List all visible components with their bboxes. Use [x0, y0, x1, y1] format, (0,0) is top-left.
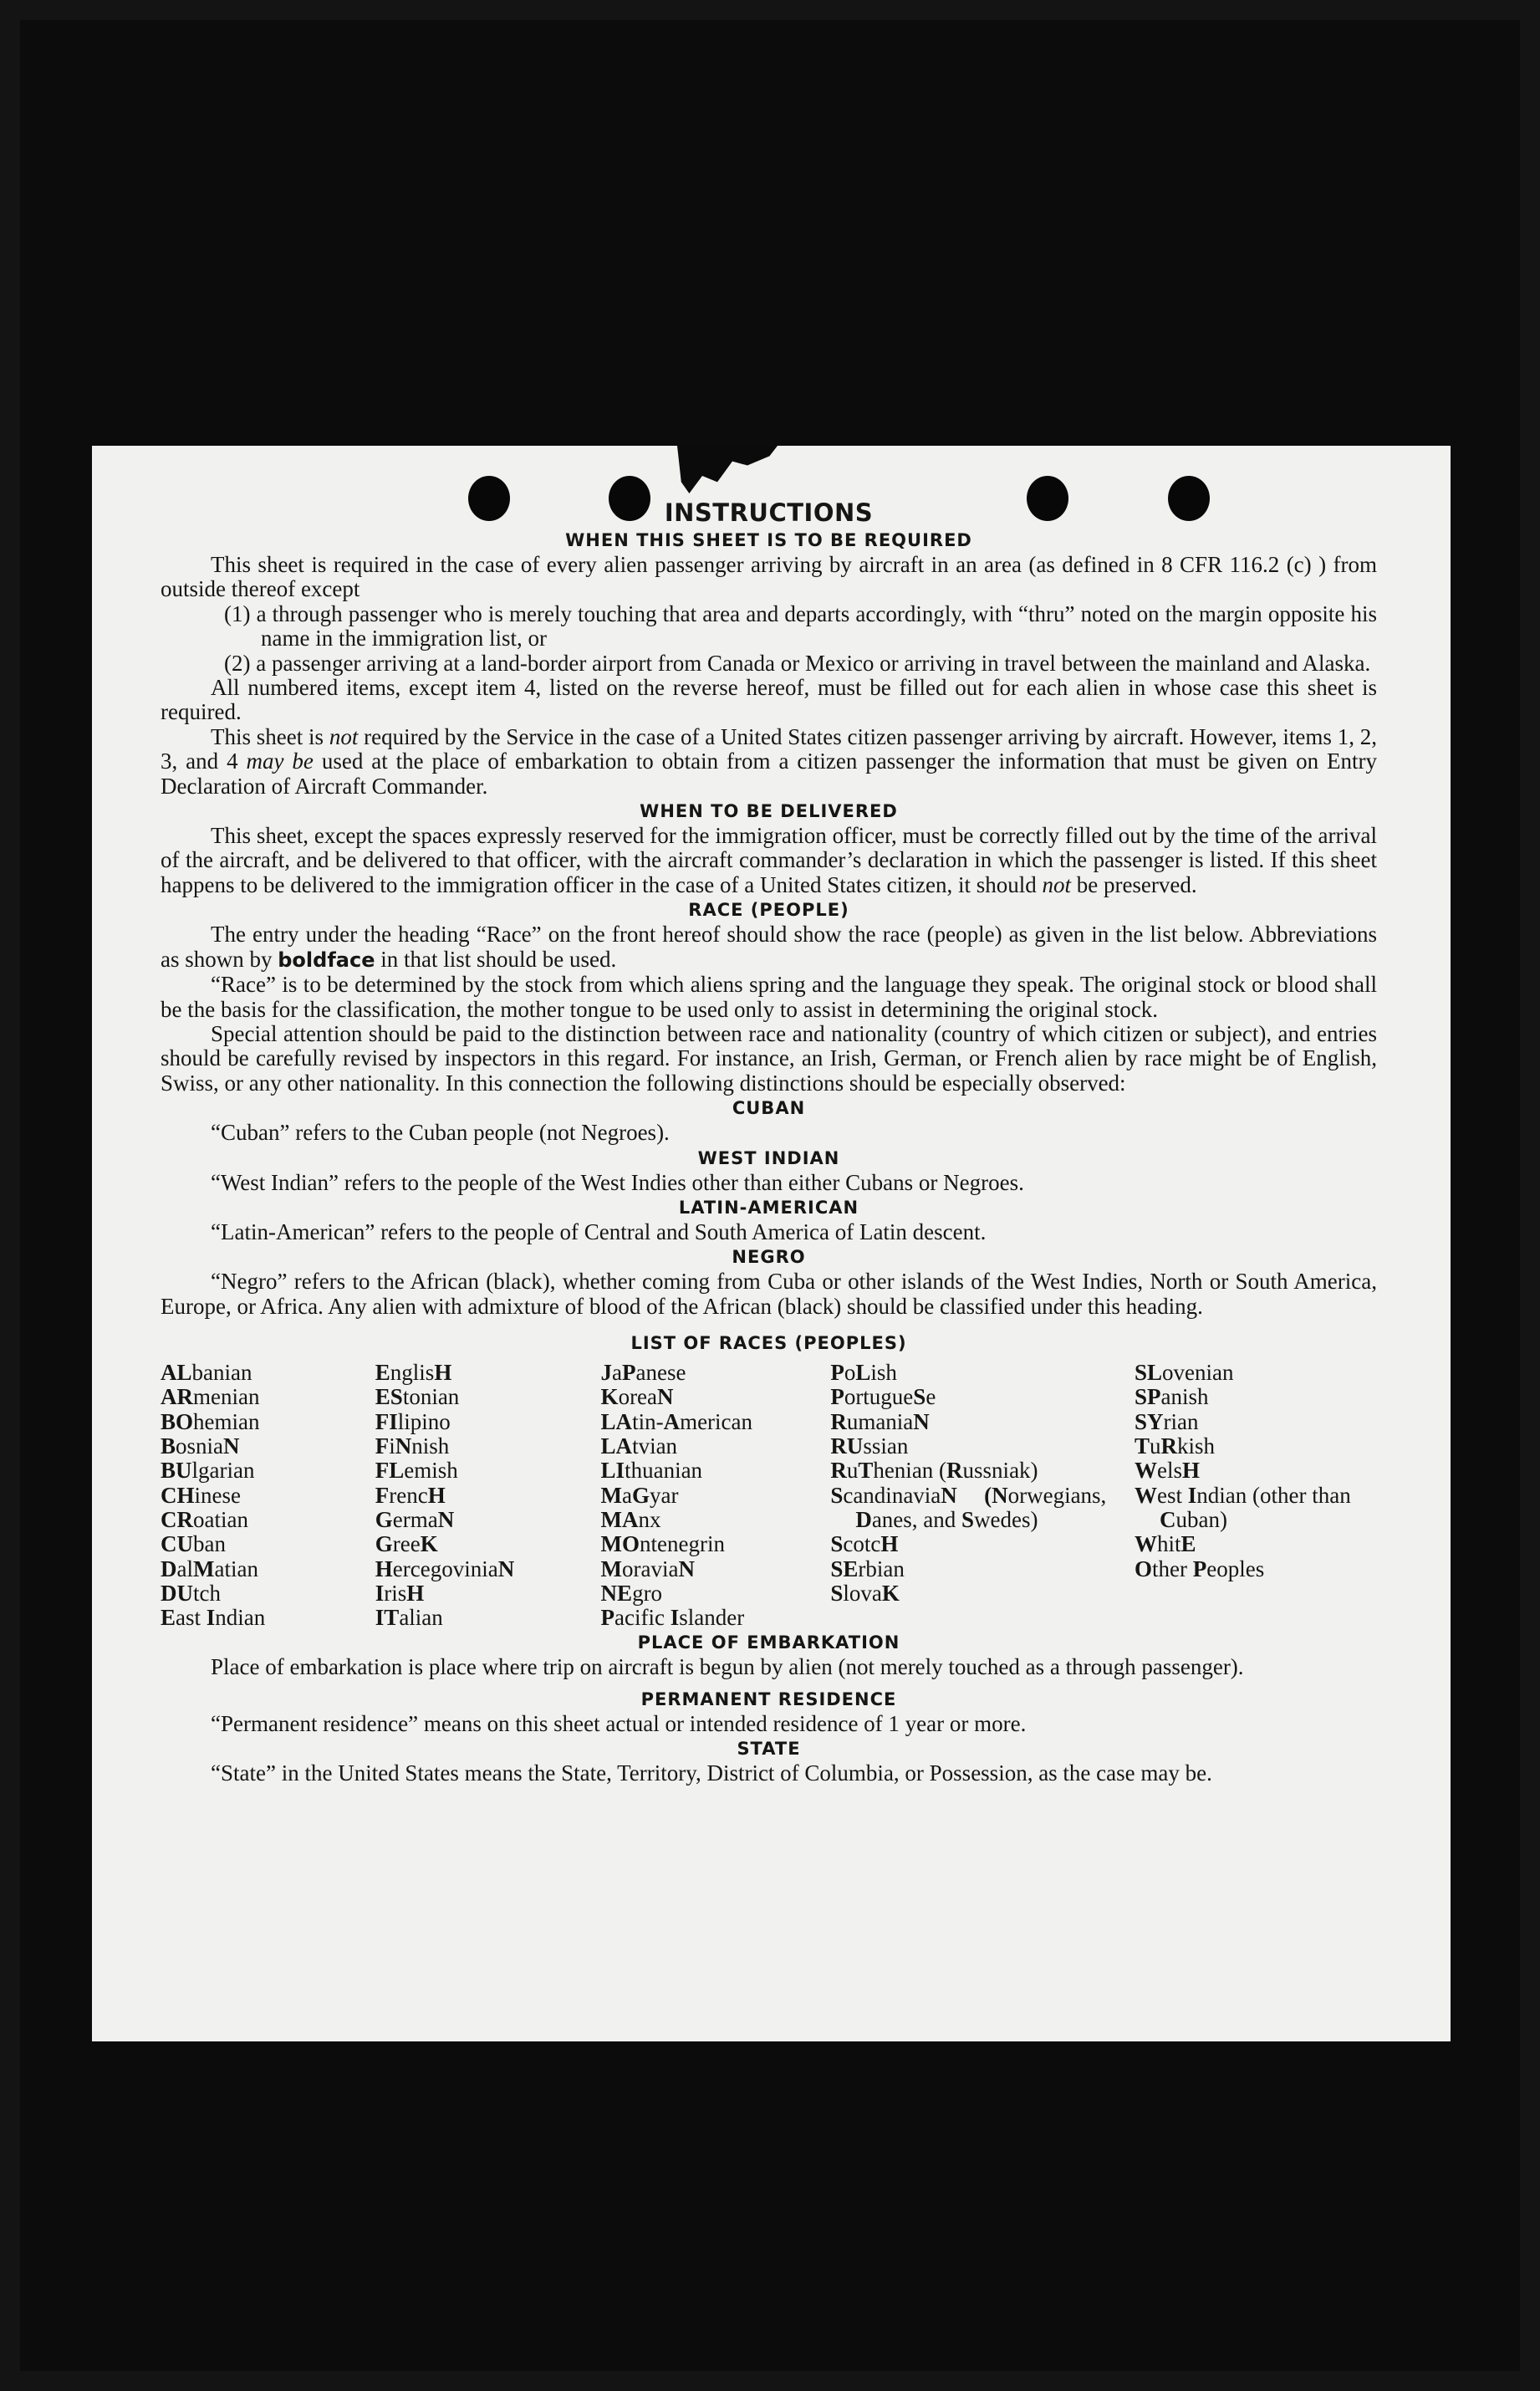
race-abbreviation: H [1182, 1458, 1201, 1484]
race-entry [601, 1410, 831, 1434]
race-abbreviation: C [1160, 1506, 1176, 1532]
negro-text: “Negro” refers to the African (black), whether coming from Cuba or other islands of the West Indies, North or South America, Europe, or Africa. Any alien with admixture of blood of the African (black) should be classified under this heading. [161, 1269, 1377, 1319]
race-text: o [844, 1360, 856, 1386]
race-abbreviation: L [855, 1360, 871, 1386]
race-text: osnia [176, 1433, 224, 1459]
race-text: wedes) [974, 1506, 1038, 1532]
punch-hole-left-1 [468, 476, 510, 521]
when-required-item-2: (2) a passenger arriving at a land-border airport from Canada or Mexico or arriving in travel between the mainland and Alaska. [224, 650, 1371, 676]
race-entry [161, 1508, 375, 1532]
race-entry [1135, 1557, 1377, 1581]
race-text: tch [193, 1580, 221, 1606]
race-abbreviation: I [206, 1605, 216, 1631]
heading-latin-american: LATIN-AMERICAN [678, 1197, 859, 1218]
race-abbreviation: BU [161, 1458, 192, 1484]
race-text: u [846, 1458, 859, 1484]
race-entry [830, 1385, 1135, 1409]
para3-text-c: used at the place of embarkation to obtain from a citizen passenger the information that must be given on Entry Declaration of Aircraft Commander. [161, 748, 1378, 799]
race-abbreviation: DU [161, 1580, 193, 1606]
race-column-4 [830, 1361, 1135, 1630]
when-required-intro: This sheet is required in the case of every alien passenger arriving by aircraft in an area (as defined in 8 CFR 116.2 (c) ) from outside thereof except [161, 552, 1377, 602]
para3-emphasis-not: not [329, 723, 359, 749]
race-abbreviation: H [880, 1531, 899, 1557]
race-abbreviation: MA [600, 1506, 639, 1532]
race-text: oravia [622, 1556, 679, 1581]
race-abbreviation: E [161, 1605, 176, 1631]
when-required-para-3 [161, 725, 1377, 799]
race-text: a [622, 1482, 633, 1508]
race-abbreviation: MO [600, 1531, 640, 1557]
race-entry [830, 1434, 1135, 1459]
race-entry [601, 1532, 831, 1556]
race-text: atian [214, 1556, 258, 1581]
race-abbreviation: N (N [941, 1482, 1008, 1508]
residence-text: “Permanent residence” means on this sheet actual or intended residence of 1 year or more. [211, 1710, 1027, 1736]
race-abbreviation: E [1180, 1531, 1196, 1557]
race-entry [161, 1532, 375, 1556]
race-text: hemian [193, 1408, 260, 1434]
race-text: oatian [193, 1506, 248, 1532]
race-entry [1135, 1361, 1377, 1385]
race-abbreviation: D [855, 1506, 872, 1532]
race-abbreviation: N [678, 1556, 695, 1581]
race-abbreviation: T [1135, 1433, 1150, 1459]
race-entry [1135, 1434, 1377, 1459]
state-text: “State” in the United States means the State, Territory, District of Columbia, or Possession, as the case may be. [211, 1760, 1212, 1786]
race-text: gro [632, 1580, 663, 1606]
race-abbreviation: LI [600, 1458, 625, 1484]
race-entry [830, 1459, 1135, 1483]
race-entry [375, 1385, 601, 1409]
punch-hole-right-2 [1168, 476, 1210, 521]
latin-american-text: “Latin-American” refers to the people of Central and South America of Latin descent. [211, 1218, 987, 1244]
race-abbreviation: LA [600, 1408, 633, 1434]
race-abbreviation: N [395, 1433, 412, 1459]
heading-cuban: CUBAN [732, 1098, 806, 1119]
embarkation-text: Place of embarkation is place where trip on aircraft is begun by alien (not merely touched as a through passenger). [211, 1654, 1244, 1680]
race-para1-text-a: The entry under the heading “Race” on the front hereof should show the race (people) as given in the list below. Abbreviations as shown by [161, 922, 1377, 972]
race-abbreviation: F [375, 1482, 390, 1508]
race-entry [161, 1459, 375, 1483]
race-text: alian [399, 1605, 443, 1631]
race-text: hit [1157, 1531, 1181, 1557]
race-text: ercegovinia [392, 1556, 498, 1581]
para3-text-b: required by the Service in the case of a United States citizen passenger arriving by aircraft. However, items 1, 2, 3, and 4 [161, 723, 1377, 774]
race-abbreviation: K [420, 1531, 438, 1557]
race-abbreviation: A [663, 1408, 681, 1434]
race-abbreviation: H [375, 1556, 393, 1581]
race-abbreviation: E [375, 1360, 390, 1386]
race-abbreviation: O [1135, 1556, 1153, 1581]
race-text: nx [638, 1506, 661, 1532]
heading-state: STATE [737, 1739, 801, 1760]
race-entry [601, 1557, 831, 1581]
race-abbreviation: AL [161, 1360, 192, 1386]
race-abbreviation: P [1192, 1556, 1207, 1581]
race-abbreviation: N [657, 1384, 674, 1410]
race-text: nglis [390, 1360, 435, 1386]
race-text: tin- [632, 1408, 664, 1434]
race-text: thuanian [625, 1458, 703, 1484]
para3-text-a: This sheet is [211, 723, 329, 749]
race-column-2 [375, 1361, 601, 1630]
race-para1-boldface: boldface [278, 948, 375, 972]
race-entry [1135, 1459, 1377, 1483]
race-text: ndian (other than [1196, 1482, 1351, 1508]
race-abbreviation: M [600, 1556, 623, 1581]
race-abbreviation: K [881, 1580, 900, 1606]
race-abbreviation: W [1135, 1458, 1157, 1484]
race-entry [830, 1581, 1135, 1606]
race-abbreviation: RU [830, 1433, 864, 1459]
race-column-3 [601, 1361, 831, 1630]
race-entry [161, 1581, 375, 1606]
instruction-sheet [92, 446, 1451, 2041]
race-abbreviation: F [375, 1433, 390, 1459]
race-text: lipino [397, 1408, 451, 1434]
race-text: henian ( [873, 1458, 947, 1484]
heading-race: RACE (PEOPLE) [688, 900, 849, 921]
race-abbreviation: I [375, 1580, 385, 1606]
race-abbreviation: T [858, 1458, 874, 1484]
race-entry [830, 1361, 1135, 1385]
race-entry [161, 1410, 375, 1434]
race-text: ssian [863, 1433, 909, 1459]
race-abbreviation: H [434, 1360, 452, 1386]
race-abbreviation: H [406, 1580, 425, 1606]
race-text: ndian [215, 1605, 266, 1631]
race-text: menian [193, 1384, 260, 1410]
race-entry [601, 1361, 831, 1385]
when-required-para-2: All numbered items, except item 4, listed on the reverse hereof, must be filled out for each alien in whose case this sheet is required. [161, 675, 1377, 725]
race-text: rbian [858, 1556, 905, 1581]
race-abbreviation: LA [600, 1433, 633, 1459]
race-entry [375, 1606, 601, 1630]
race-abbreviation: N [497, 1556, 515, 1581]
race-text: anes, and [871, 1506, 962, 1532]
race-text: ree [392, 1531, 421, 1557]
race-abbreviation: B [161, 1433, 176, 1459]
cuban-text: “Cuban” refers to the Cuban people (not Negroes). [211, 1120, 670, 1146]
race-text: umania [846, 1408, 914, 1434]
race-text: eoples [1206, 1556, 1265, 1581]
race-abbreviation: SE [830, 1556, 859, 1581]
race-text: orwegians, [1007, 1482, 1107, 1508]
race-text: a [612, 1360, 623, 1386]
race-entry [601, 1434, 831, 1459]
race-abbreviation: G [632, 1482, 650, 1508]
para3-emphasis-may-be: may be [246, 748, 314, 774]
race-text: rian [1163, 1408, 1199, 1434]
race-text: i [389, 1433, 395, 1459]
race-abbreviation: P [622, 1360, 636, 1386]
delivered-text-a: This sheet, except the spaces expressly reserved for the immigration officer, must be correctly filled out by the time of the arrival of the aircraft, and be delivered to that officer, with the aircraft commander’s declaration in which the passenger is listed. If this sheet happens to be delivered to the immigration officer in the case of a United States citizen, it should [161, 823, 1377, 897]
race-abbreviation: IT [375, 1605, 400, 1631]
race-text: lgarian [191, 1458, 255, 1484]
race-entry [1135, 1410, 1377, 1434]
race-text: els [1157, 1458, 1182, 1484]
race-abbreviation: N [437, 1506, 455, 1532]
race-abbreviation: G [375, 1531, 393, 1557]
race-entry [375, 1434, 601, 1459]
race-abbreviation: K [600, 1384, 619, 1410]
race-entry [830, 1532, 1135, 1556]
race-entry [601, 1508, 831, 1532]
race-text: banian [191, 1360, 252, 1386]
race-abbreviation: FI [375, 1408, 398, 1434]
race-entry [1135, 1484, 1385, 1533]
race-abbreviation: CR [161, 1506, 193, 1532]
race-abbreviation: ES [375, 1384, 403, 1410]
race-abbreviation: G [375, 1506, 393, 1532]
race-text: erma [392, 1506, 438, 1532]
race-entry [1135, 1532, 1377, 1556]
delivered-emphasis-not: not [1042, 871, 1071, 897]
race-text: ast [176, 1605, 207, 1631]
race-abbreviation: W [1135, 1482, 1157, 1508]
race-text: e [926, 1384, 936, 1410]
race-text: merican [680, 1408, 753, 1434]
west-indian-text: “West Indian” refers to the people of the West Indies other than either Cubans or Negroes. [211, 1169, 1024, 1195]
race-text: emish [404, 1458, 458, 1484]
race-entry [161, 1557, 375, 1581]
race-entry [375, 1484, 601, 1508]
race-abbreviation: I [670, 1605, 680, 1631]
race-abbreviation: CU [161, 1531, 193, 1557]
race-entry [161, 1385, 375, 1409]
heading-permanent-residence: PERMANENT RESIDENCE [640, 1689, 897, 1709]
race-abbreviation: SY [1135, 1408, 1164, 1434]
race-text: uban) [1175, 1506, 1227, 1532]
race-text: candinavia [843, 1482, 941, 1508]
race-abbreviation: W [1135, 1531, 1157, 1557]
race-text: inese [194, 1482, 241, 1508]
torn-paper-edge [677, 446, 778, 498]
race-entry [375, 1532, 601, 1556]
delivered-text-b: be preserved. [1070, 871, 1197, 897]
race-entry [601, 1581, 831, 1606]
race-abbreviation: SP [1135, 1384, 1161, 1410]
race-entry [601, 1459, 831, 1483]
race-text: ris [384, 1580, 407, 1606]
punch-hole-left-2 [609, 476, 650, 521]
race-entry [830, 1484, 1106, 1533]
heading-when-delivered: WHEN TO BE DELIVERED [640, 801, 898, 822]
race-list [161, 1361, 1377, 1630]
race-entry [601, 1385, 831, 1409]
race-entry [830, 1410, 1135, 1434]
race-text: kish [1177, 1433, 1216, 1459]
race-para-2: “Race” is to be determined by the stock from which aliens spring and the language they speak. The original stock or blood shall be the basis for the classification, the mother tongue to be used only to assist in determining the original stock. [161, 972, 1377, 1022]
race-text: slander [679, 1605, 745, 1631]
race-entry [601, 1484, 831, 1508]
race-abbreviation: R [830, 1458, 847, 1484]
race-text: nish [411, 1433, 450, 1459]
race-abbreviation: BO [161, 1408, 194, 1434]
race-abbreviation: NE [600, 1580, 633, 1606]
page-title: INSTRUCTIONS [664, 498, 874, 527]
race-abbreviation: S [830, 1580, 844, 1606]
race-text: anish [1160, 1384, 1209, 1410]
race-abbreviation: H [427, 1482, 446, 1508]
race-text: ortugue [844, 1384, 914, 1410]
race-text: al [176, 1556, 193, 1581]
race-abbreviation: N [223, 1433, 240, 1459]
race-text: est [1157, 1482, 1188, 1508]
race-entry [830, 1557, 1135, 1581]
race-abbreviation: S [830, 1531, 844, 1557]
race-entry [375, 1581, 601, 1606]
race-text: u [1150, 1433, 1161, 1459]
race-abbreviation: J [600, 1360, 613, 1386]
heading-list-of-races: LIST OF RACES (PEOPLES) [630, 1333, 907, 1354]
race-para-3: Special attention should be paid to the distinction between race and nationality (country of which citizen or subject), and entries should be carefully revised by inspectors in this regard. For instance, an Irish, German, or French alien by race might be of English, Swiss, or any other nationality. In this connection the following distinctions should be especially observed: [161, 1020, 1377, 1096]
race-abbreviation: N [913, 1408, 930, 1434]
race-column-1 [161, 1361, 375, 1630]
race-abbreviation: CH [161, 1482, 195, 1508]
heading-west-indian: WEST INDIAN [697, 1147, 840, 1168]
race-text: orea [618, 1384, 658, 1410]
race-abbreviation: M [600, 1482, 623, 1508]
race-text: ovenian [1162, 1360, 1234, 1386]
race-entry [375, 1459, 601, 1483]
race-abbreviation: P [830, 1360, 844, 1386]
race-text: ish [870, 1360, 897, 1386]
race-text: tonian [402, 1384, 460, 1410]
race-abbreviation: M [193, 1556, 215, 1581]
race-text: anese [635, 1360, 686, 1386]
race-text: ntenegrin [640, 1531, 726, 1557]
race-entry [1135, 1385, 1377, 1409]
race-text: renc [389, 1482, 428, 1508]
when-delivered-para [161, 824, 1377, 897]
race-abbreviation: S [961, 1506, 975, 1532]
race-entry [161, 1434, 375, 1459]
race-abbreviation: P [600, 1605, 615, 1631]
race-abbreviation: AR [161, 1384, 193, 1410]
heading-place-of-embarkation: PLACE OF EMBARKATION [637, 1632, 900, 1653]
race-text: lova [843, 1580, 882, 1606]
punch-hole-right-1 [1027, 476, 1068, 521]
race-abbreviation: S [830, 1482, 844, 1508]
race-abbreviation: P [830, 1384, 844, 1410]
race-abbreviation: I [1187, 1482, 1197, 1508]
race-para-1 [161, 922, 1377, 973]
race-abbreviation: D [161, 1556, 177, 1581]
race-para1-text-b: in that list should be used. [375, 946, 617, 972]
race-entry [161, 1361, 375, 1385]
race-entry [161, 1606, 375, 1630]
race-abbreviation: FL [375, 1458, 405, 1484]
race-abbreviation: R [946, 1458, 963, 1484]
race-text: ussniak) [962, 1458, 1038, 1484]
race-text: ban [193, 1531, 226, 1557]
race-text: tvian [632, 1433, 678, 1459]
race-entry [375, 1410, 601, 1434]
race-entry [601, 1606, 831, 1630]
race-text: acific [614, 1605, 671, 1631]
race-entry [161, 1484, 375, 1508]
race-abbreviation: R [1160, 1433, 1178, 1459]
race-abbreviation: R [830, 1408, 847, 1434]
race-text: cotc [843, 1531, 881, 1557]
race-entry [375, 1508, 601, 1532]
race-entry [375, 1361, 601, 1385]
race-entry [375, 1557, 601, 1581]
race-abbreviation: SL [1135, 1360, 1163, 1386]
race-text: yar [650, 1482, 679, 1508]
race-column-5 [1135, 1361, 1377, 1630]
when-required-item-1: (1) a through passenger who is merely touching that area and departs accordingly, with “thru” noted on the margin opposite his name in the immigration list, or [224, 600, 1377, 651]
race-text: ther [1152, 1556, 1193, 1581]
heading-when-required: WHEN THIS SHEET IS TO BE REQUIRED [565, 530, 972, 550]
race-abbreviation: S [913, 1384, 926, 1410]
heading-negro: NEGRO [732, 1247, 806, 1268]
